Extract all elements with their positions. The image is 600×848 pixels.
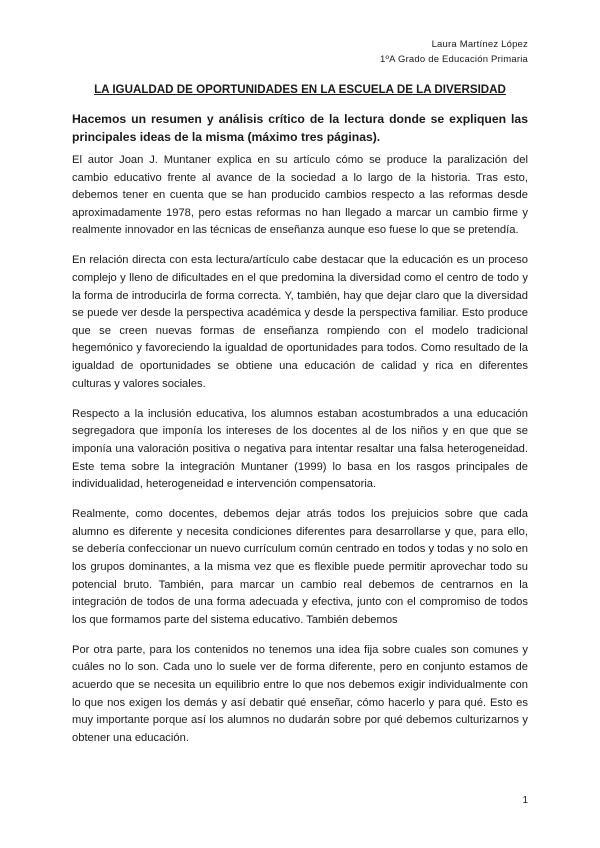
course-name: 1ºA Grado de Educación Primaria	[379, 54, 528, 65]
paragraph: Respecto a la inclusión educativa, los alumnos estaban acostumbrados a una educación segregadora que imponía los intereses de los docentes al de los niños y en que que se imponía una valoración positiva o negativa para intentar resaltar una falsa heterogeneidad. Este tema sobre la integración Muntaner (1999) lo basa en los rasgos principales de individualidad, heterogeneidad e intervención compensatoria.	[72, 407, 528, 491]
page-number: 1	[522, 795, 528, 806]
author-name: Laura Martínez López	[431, 39, 528, 50]
document-body	[72, 152, 528, 760]
document-subtitle: Hacemos un resumen y análisis crítico de la lectura donde se expliquen las principales ideas de la misma (máximo tres páginas).	[72, 112, 528, 144]
paragraph: Por otra parte, para los contenidos no tenemos una idea fija sobre cuales son comunes y cuáles no lo son. Cada uno lo suele ver de forma diferente, pero en conjunto estamos de acuerdo que se necesita un equilibrio entre lo que nos debemos exigir individualmente con lo que nos exigen los demás y así debatir qué enseñar, cómo hacerlo y para qué. Esto es muy importante porque así los alumnos no dudarán sobre por qué debemos culturizarnos y obtener una educación.	[72, 643, 528, 744]
paragraph: Realmente, como docentes, debemos dejar atrás todos los prejuicios sobre que cada alumno es diferente y necesita condiciones diferentes para desarrollarse y que, para ello, se debería confeccionar un nuevo currículum común centrado en todos y todas y no solo en los grupos dominantes, a la misma vez que es flexible puede permitir aprovechar todo su potencial bruto. También, para marcar un cambio real debemos de centrarnos en la integración de todos de una forma adecuada y efectiva, junto con el compromiso de todos los que formamos parte del sistema educativo. También debemos	[72, 508, 528, 626]
paragraph: En relación directa con esta lectura/artículo cabe destacar que la educación es un proceso complejo y lleno de dificultades en el que predomina la diversidad como el centro de todo y la forma de introducirla de forma correcta. Y, también, hay que dejar claro que la diversidad se puede ver desde la perspectiva académica y desde la perspectiva familiar. Esto produce que se creen nuevas formas de enseñanza rompiendo con el modelo tradicional hegemónico y favoreciendo la igualdad de oportunidades para todos. Como resultado de la igualdad de oportunidades se obtiene una educación de calidad y rica en diferentes culturas y valores sociales.	[72, 254, 528, 390]
document-title: LA IGUALDAD DE OPORTUNIDADES EN LA ESCUELA DE LA DIVERSIDAD	[94, 83, 506, 96]
paragraph: El autor Joan J. Muntaner explica en su artículo cómo se produce la paralización del cambio educativo frente al avance de la sociedad a lo largo de la historia. Tras esto, debemos tener en cuenta que se han producido cambios respecto a las reformas desde aproximadamente 1978, pero estas reformas no han llegado a marcar un cambio firme y realmente innovador en las técnicas de enseñanza aunque eso fuese lo que se pretendía.	[72, 154, 528, 237]
page-header	[228, 37, 528, 67]
